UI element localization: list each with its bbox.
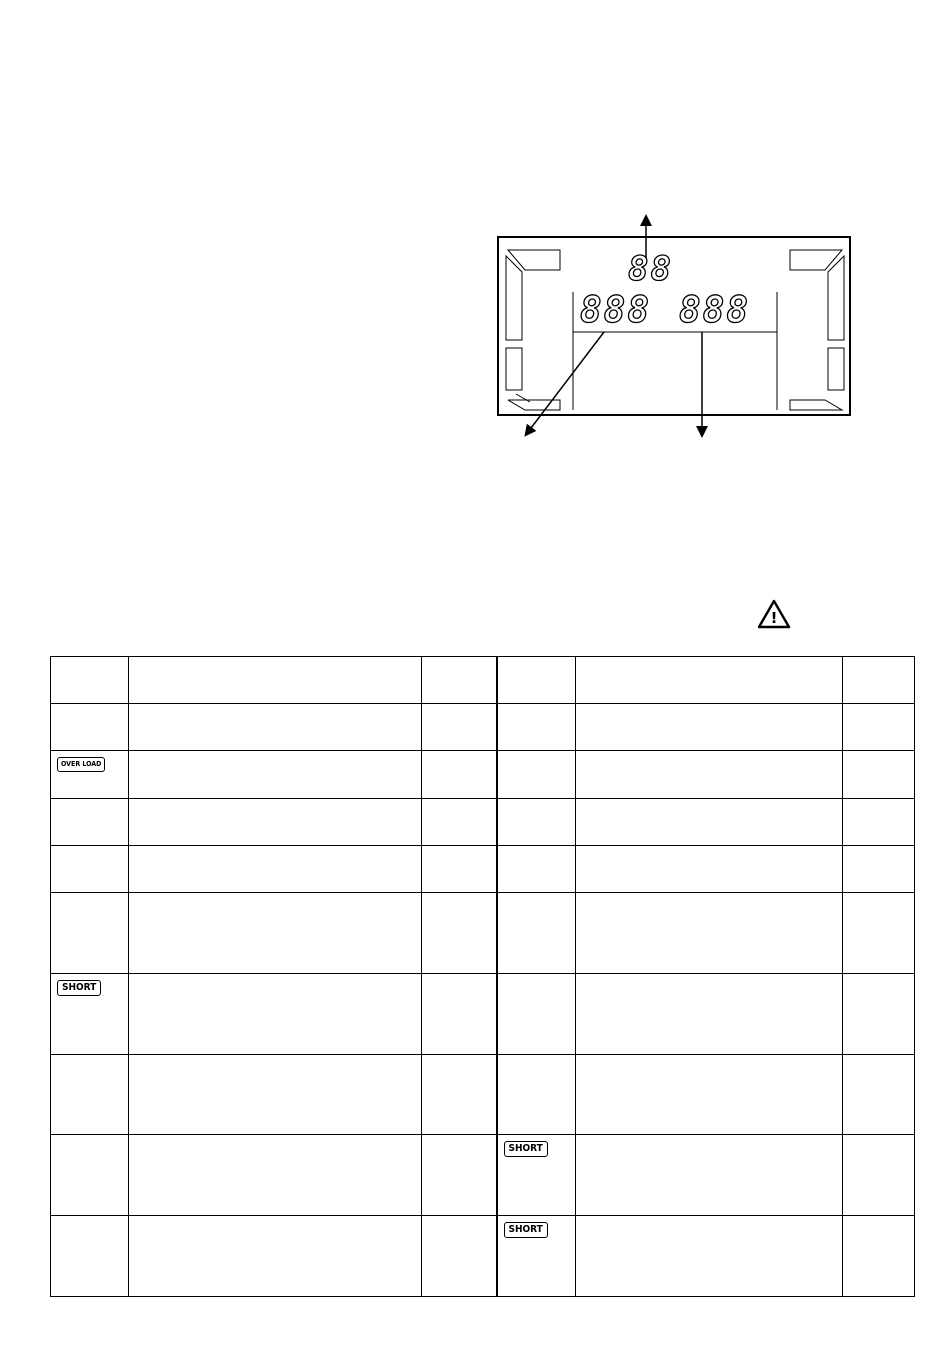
lcd-frame [498, 237, 850, 415]
warning-mark: ! [770, 609, 778, 627]
lcd-top-digits: 88 [628, 249, 673, 289]
table-row [51, 1135, 915, 1215]
table-row [51, 845, 915, 892]
left-bar-segments [506, 250, 560, 410]
short-icon: SHORT [504, 1141, 548, 1157]
table-row [51, 798, 915, 845]
code-table [50, 656, 915, 1297]
arrow-down-left [528, 332, 604, 432]
right-bar-segments [790, 250, 844, 410]
short-icon: SHORT [504, 1222, 548, 1238]
warning-icon [756, 598, 792, 630]
table-row [51, 1054, 915, 1134]
table-row [51, 1215, 915, 1296]
lcd-display-diagram [480, 210, 880, 440]
table-row [51, 893, 915, 974]
lcd-left-digits: 888 [580, 290, 652, 331]
table-row [51, 704, 915, 751]
table-row [51, 974, 915, 1054]
table-row [51, 751, 915, 798]
overload-icon: OVER LOAD [57, 757, 105, 772]
table-header-row [51, 657, 915, 704]
lcd-right-digits: 888 [679, 290, 751, 331]
short-icon: SHORT [57, 980, 101, 996]
